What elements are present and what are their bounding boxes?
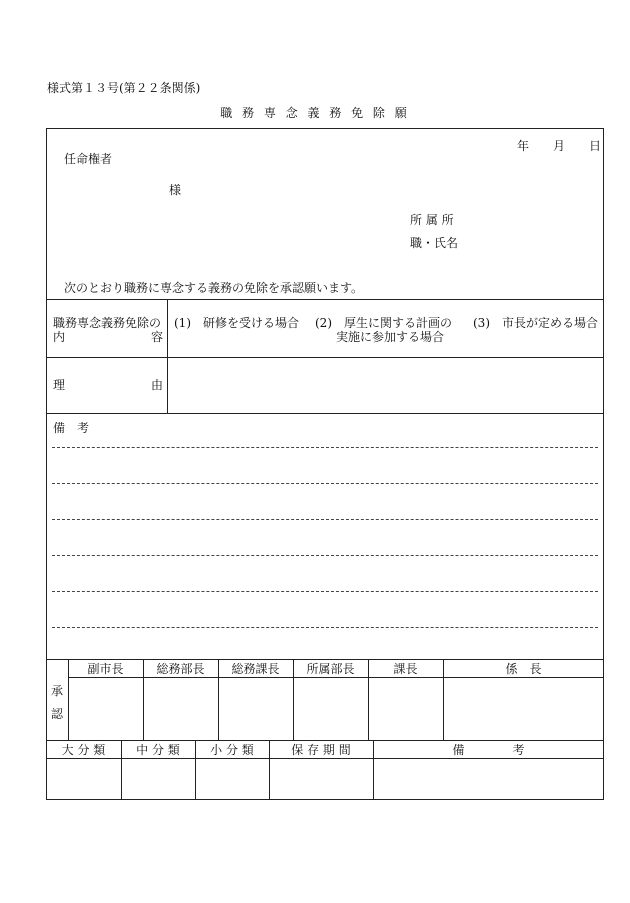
approval-header-vice-mayor: 副市長 [87, 662, 124, 676]
remarks-line-2 [52, 483, 598, 484]
divider-header [46, 299, 604, 300]
approval-header-section-chief: 課長 [393, 662, 418, 676]
approval-header-general-affairs-section-chief: 総務課長 [231, 662, 280, 676]
content-option-3: (3) 市長が定める場合 [473, 316, 598, 330]
remarks-line-5 [52, 591, 598, 592]
remarks-line-1 [52, 447, 598, 448]
content-label-line2-a: 内 [53, 330, 66, 344]
remarks-line-6 [52, 627, 598, 628]
approval-label-b: 認 [51, 707, 64, 721]
divider-classification-header [46, 758, 604, 759]
affiliation-label: 所 属 所 [410, 213, 454, 227]
remarks-label: 備 考 [53, 421, 90, 435]
divider-approval [46, 740, 604, 741]
content-option-1: (1) 研修を受ける場合 [174, 316, 299, 330]
reason-label-a: 理 [53, 378, 66, 392]
request-text: 次のとおり職務に専念する義務の免除を承認願います。 [64, 281, 364, 295]
content-label-line2-b: 容 [151, 330, 164, 344]
label-column-line [167, 299, 168, 413]
form-code: 様式第１３号(第２２条関係) [47, 81, 201, 95]
approval-header-department-director: 所属部長 [306, 662, 355, 676]
class-header-middle: 中 分 類 [136, 743, 180, 757]
content-option-2-line1: (2) 厚生に関する計画の [315, 316, 452, 330]
date-year: 年 [517, 139, 530, 153]
remarks-line-4 [52, 555, 598, 556]
sama-label: 様 [169, 183, 182, 197]
appointer-label: 任命権者 [64, 152, 113, 166]
approval-label-a: 承 [51, 684, 64, 698]
divider-content [46, 357, 604, 358]
content-option-2-line2: 実施に参加する場合 [336, 330, 445, 344]
form-frame [46, 128, 604, 800]
class-header-retention: 保 存 期 間 [291, 743, 351, 757]
date-month: 月 [553, 139, 566, 153]
class-header-remarks: 備 考 [452, 743, 525, 757]
approval-header-general-affairs-director: 総務部長 [156, 662, 205, 676]
class-header-major: 大 分 類 [61, 743, 106, 757]
divider-remarks [46, 659, 604, 660]
divider-approval-header [68, 677, 604, 678]
class-header-minor: 小 分 類 [210, 743, 254, 757]
divider-reason [46, 413, 604, 414]
name-label: 職・氏名 [410, 236, 459, 250]
date-day: 日 [589, 139, 602, 153]
remarks-line-3 [52, 519, 598, 520]
content-label-line1: 職務専念義務免除の [53, 316, 162, 330]
reason-label-b: 由 [151, 378, 164, 392]
approval-header-subsection-chief: 係 長 [505, 662, 542, 676]
form-title: 職 務 専 念 義 務 免 除 願 [220, 106, 410, 120]
